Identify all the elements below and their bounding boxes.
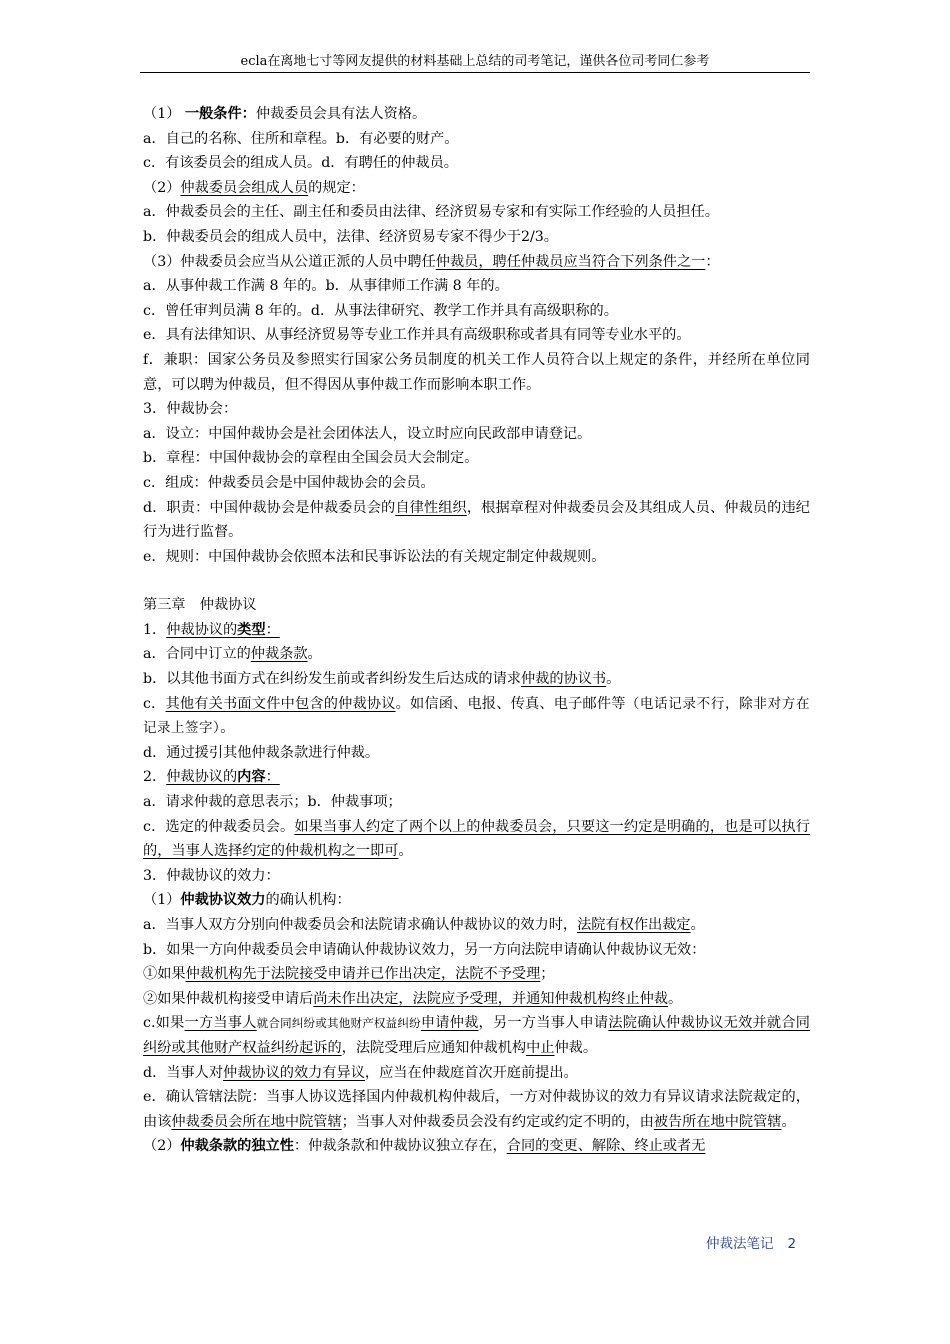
text-line: a．请求仲裁的意思表示；b．仲裁事项； [143,794,402,811]
text-paragraph: d．职责：中国仲裁协会是仲裁委员会的自律性组织，根据章程对仲裁委员会及其组成人员、仲裁员的违纪行为进行监督。 [143,499,810,541]
text-line: c．有该委员会的组成人员。d．有聘任的仲裁员。 [143,155,458,172]
chapter-heading: 第三章 仲裁协议 [143,597,257,614]
text-line: a．当事人双方分别向仲裁委员会和法院请求确认仲裁协议的效力时，法院有权作出裁定。 [143,917,705,933]
text-paragraph: e．确认管辖法院：当事人协议选择国内仲裁机构仲裁后，一方对仲裁协议的效力有异议请求法院裁定的，由该仲裁委员会所在地中院管辖；当事人对仲裁委员会没有约定或约定不明的，由被告所在地中院管辖。 [143,1089,810,1130]
text-line: （3）仲裁委员会应当从公道正派的人员中聘任仲裁员，聘任仲裁员应当符合下列条件之一： [143,253,720,270]
footer-title: 仲裁法笔记 [706,1236,774,1252]
underlined-term: 仲裁条款 [250,646,308,663]
text-line: 3．仲裁协会： [143,401,238,418]
text-line: （2）仲裁条款的独立性：仲裁条款和仲裁协议独立存在，合同的变更、解除、终止或者无 [143,1138,706,1155]
text-line: b．仲裁委员会的组成人员中，法律、经济贸易专家不得少于2/3。 [143,228,558,245]
text-line: 2．仲裁协议的内容： [143,769,280,786]
text-line: d．当事人对仲裁协议的效力有异议，应当在仲裁庭首次开庭前提出。 [143,1064,578,1081]
underlined-term: 自律性组织 [395,499,467,516]
underlined-term: 一方当事人 [184,1015,257,1032]
bold-term: 仲裁协议效力 [180,892,266,909]
text-line: a．自己的名称、住所和章程。b．有必要的财产。 [143,130,459,147]
text-line: b．如果一方向仲裁委员会申请确认仲裁协议效力，另一方向法院申请确认仲裁协议无效： [143,941,706,958]
text-line: a．仲裁委员会的主任、副主任和委员由法律、经济贸易专家和有实际工作经验的人员担任。 [143,204,719,221]
text-line: c．曾任审判员满 8 年的。d．从事法律研究、教学工作并具有高级职称的。 [143,302,618,319]
underlined-term: 其他有关书面文件中包含的仲裁协议 [165,695,396,712]
header-rule [140,72,810,73]
underlined-term: 法院确认仲裁协议无效并就合同纠纷或其他财产权益纠纷起诉的 [143,1015,810,1056]
text-paragraph: f．兼职：国家公务员及参照实行国家公务员制度的机关工作人员符合以上规定的条件，并经所在单位同意，可以聘为仲裁员，但不得因从事仲裁工作而影响本职工作。 [143,351,810,393]
underlined-term: 尚未作出决定，法院应予受理，并通知仲裁机构终止仲裁 [313,990,668,1007]
underlined-term: 仲裁委员会所在地中院管辖 [171,1113,342,1130]
text-paragraph: c．选定的仲裁委员会。如果当事人约定了两个以上的仲裁委员会，只要这一约定是明确的，也是可以执行的，当事人选择约定的仲裁机构之一即可。 [143,818,810,860]
text-line: 3．仲裁协议的效力： [143,867,280,884]
text-line: b．章程：中国仲裁协会的章程由全国会员大会制定。 [143,450,479,467]
text-paragraph: c．其他有关书面文件中包含的仲裁协议。如信函、电报、传真、电子邮件等（电话记录不行，除非对方在记录上签字）。 [143,695,810,737]
underlined-term: 仲裁协议的类型： [166,621,280,638]
text-line: c．组成：仲裁委员会是中国仲裁协会的会员。 [143,474,435,491]
underlined-term: 仲裁协议的内容： [166,769,280,786]
text-paragraph: c.如果一方当事人就合同纠纷或其他财产权益纠纷申请仲裁，另一方当事人申请法院确认仲裁协议无效并就合同纠纷或其他财产权益纠纷起诉的，法院受理后应通知仲裁机构中止仲裁。 [143,1015,810,1056]
text-line: e．具有法律知识、从事经济贸易等专业工作并具有高级职称或者具有同等专业水平的。 [143,327,691,344]
text-line: （1） 一般条件：仲裁委员会具有法人资格。 [143,106,427,122]
page-footer [706,1232,796,1252]
underlined-term: 被告所在地中院管辖 [653,1113,782,1130]
document-body [143,102,810,1159]
bold-term: 仲裁条款的独立性 [180,1138,294,1155]
page-number: 2 [787,1236,797,1252]
note-text: （电话记录不行，除非对方在记录上签字） [143,695,810,737]
text-line: （2）仲裁委员会组成人员的规定： [143,179,365,196]
paragraph-gap [143,569,810,593]
underlined-term: 如果当事人约定了两个以上的仲裁委员会，只要这一约定是明确的，也是可以执行的，当事人选择约定的仲裁机构之一即可 [143,818,810,860]
text-line: 1．仲裁协议的类型： [143,621,280,638]
page-header: ecla在离地七寸等网友提供的材料基础上总结的司考笔记，谨供各位司考同仁参考 [240,54,710,69]
text-line: e．规则：中国仲裁协会依照本法和民事诉讼法的有关规定制定仲裁规则。 [143,548,606,565]
underlined-term: 法院有权作出裁定 [577,917,691,933]
underlined-term: 申请仲裁 [420,1015,479,1032]
underlined-term: 仲裁的协议书 [520,671,607,688]
text-line: （1）仲裁协议效力的确认机构： [143,892,351,909]
text-line: ①如果仲裁机构先于法院接受申请并已作出决定，法院不予受理； [143,966,555,983]
text-line: a．设立：中国仲裁协会是社会团体法人，设立时应向民政部申请登记。 [143,425,592,442]
underlined-term: 仲裁机构先于法院接受申请并已作出决定，法院不予受理 [185,966,541,983]
bold-term: 一般条件： [184,106,256,122]
text-line: d．通过援引其他仲裁条款进行仲裁。 [143,744,380,761]
text-line: b．以其他书面方式在纠纷发生前或者纠纷发生后达成的请求仲裁的协议书。 [143,671,621,688]
underlined-term: 仲裁员，聘任仲裁员应当符合下列条件之一 [435,253,706,270]
text-line: a．合同中订立的仲裁条款。 [143,646,322,663]
text-line: a．从事仲裁工作满 8 年的。b．从事律师工作满 8 年的。 [143,278,509,295]
underlined-term: 合同的变更、解除、终止或者无 [506,1138,706,1155]
small-text: 就合同纠纷或其他财产权益纠纷 [256,1016,421,1031]
underlined-term: 仲裁委员会组成人员 [180,179,309,196]
text-line: ②如果仲裁机构接受申请后尚未作出决定，法院应予受理，并通知仲裁机构终止仲裁。 [143,990,683,1007]
underlined-term: 仲裁协议的效力有异议 [223,1064,365,1081]
underlined-term: 中止 [526,1039,555,1056]
